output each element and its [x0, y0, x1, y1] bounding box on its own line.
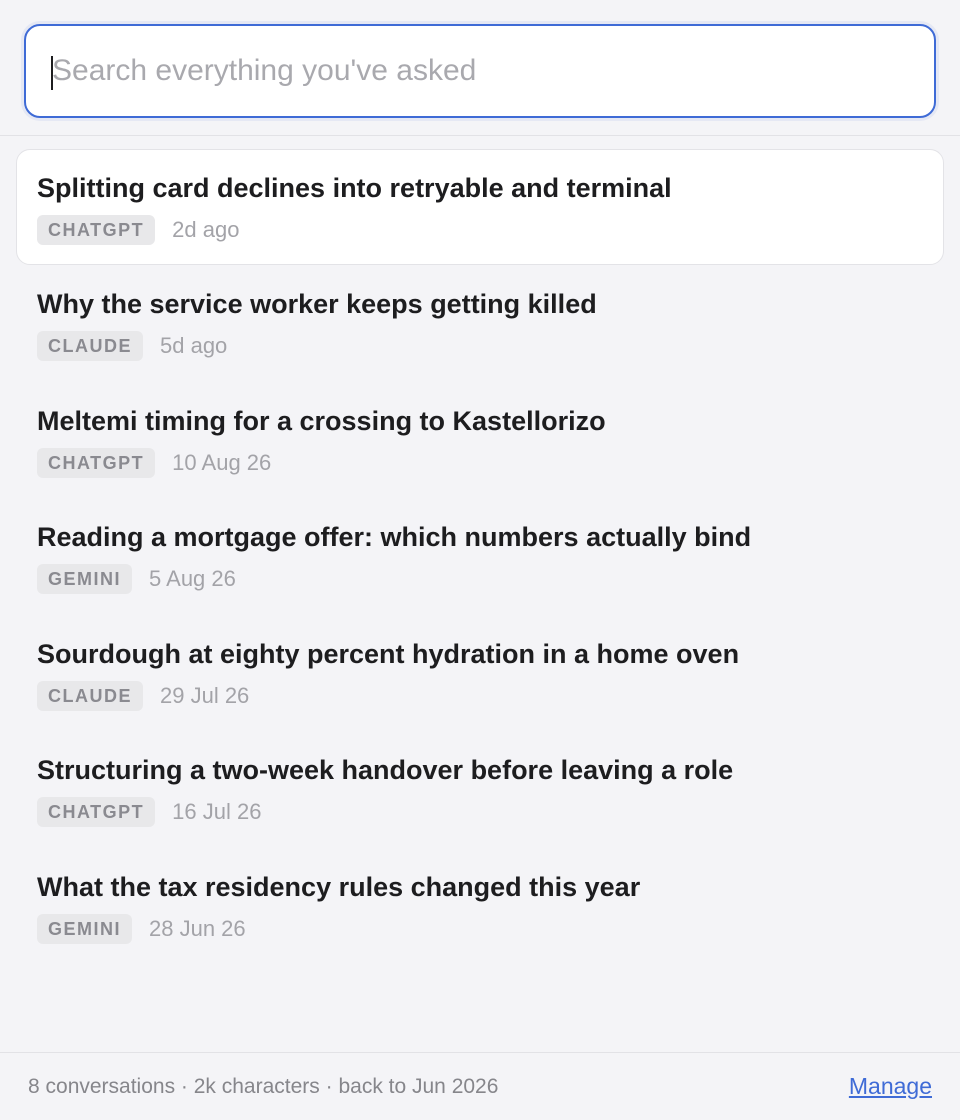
result-title: Structuring a two-week handover before leaving a role	[37, 755, 734, 785]
text-caret	[51, 56, 53, 90]
source-badge: CLAUDE	[37, 331, 143, 361]
search-bar	[0, 0, 960, 136]
source-badge: GEMINI	[37, 564, 132, 594]
result-title: Sourdough at eighty percent hydration in a home oven	[37, 638, 740, 669]
result-item[interactable]	[16, 149, 944, 265]
result-title: Meltemi timing for a crossing to Kastellorizo	[37, 405, 606, 436]
result-meta	[37, 448, 923, 478]
search-box[interactable]	[24, 24, 936, 118]
result-item[interactable]	[16, 848, 944, 965]
result-date: 16 Jul 26	[172, 799, 262, 824]
result-meta	[37, 681, 923, 711]
search-input[interactable]	[26, 26, 934, 116]
result-item[interactable]	[16, 615, 944, 732]
result-title: Reading a mortgage offer: which numbers actually bind	[37, 522, 752, 552]
result-title: Splitting card declines into retryable and terminal	[37, 173, 672, 203]
result-title: What the tax residency rules changed this year	[37, 871, 641, 902]
source-badge: CLAUDE	[37, 681, 143, 711]
result-meta	[37, 797, 923, 827]
footer-stats: 8 conversations · 2k characters · back to Jun 2026	[28, 1074, 499, 1098]
source-badge: CHATGPT	[37, 448, 155, 478]
result-meta	[37, 564, 923, 594]
result-date: 28 Jun 26	[149, 915, 246, 941]
result-title: Why the service worker keeps getting killed	[37, 289, 597, 319]
result-meta	[37, 215, 923, 245]
result-date: 5d ago	[160, 333, 228, 358]
source-badge: CHATGPT	[37, 215, 155, 245]
results-list	[0, 136, 960, 964]
result-item[interactable]	[16, 382, 944, 499]
result-meta	[37, 914, 923, 944]
source-badge: CHATGPT	[37, 797, 155, 827]
result-item[interactable]	[16, 498, 944, 615]
source-badge: GEMINI	[37, 914, 132, 944]
result-date: 29 Jul 26	[160, 682, 250, 708]
result-date: 10 Aug 26	[172, 449, 272, 475]
result-date: 2d ago	[172, 217, 240, 242]
result-item[interactable]	[16, 731, 944, 848]
manage-link[interactable]: Manage	[848, 1073, 932, 1099]
result-meta	[37, 331, 923, 361]
result-item[interactable]	[16, 265, 944, 382]
result-date: 5 Aug 26	[149, 566, 236, 591]
footer	[0, 1052, 960, 1120]
